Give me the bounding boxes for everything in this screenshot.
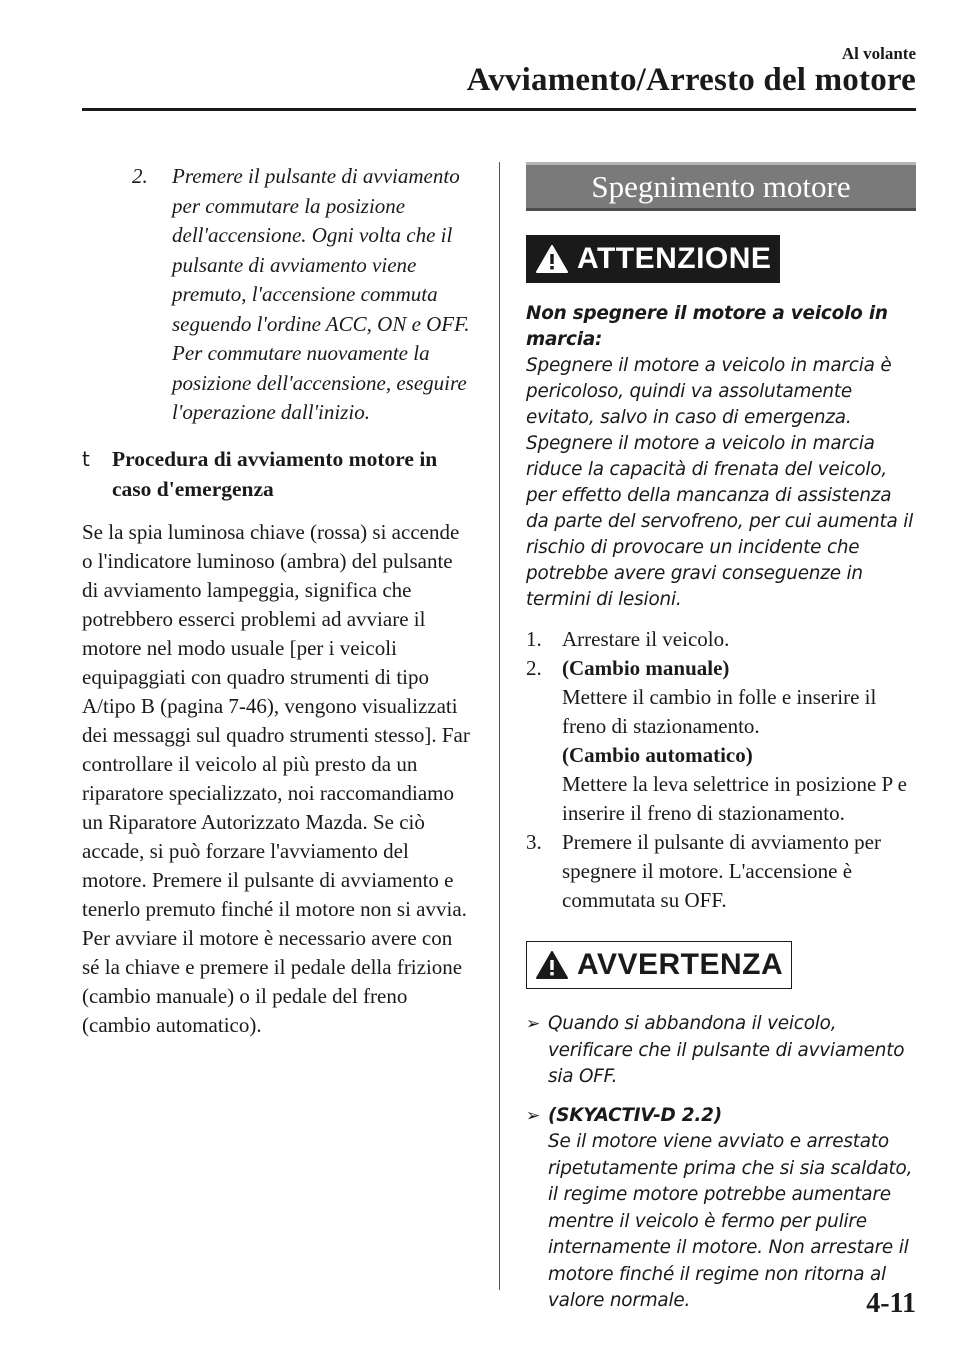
automatic-transmission-label: (Cambio automatico) bbox=[562, 743, 753, 767]
step-number: 2. bbox=[526, 656, 542, 680]
arrow-bullet-icon: ➢ bbox=[526, 1105, 541, 1126]
step-2 bbox=[526, 654, 916, 828]
notice-label-box bbox=[526, 941, 792, 989]
step-text: Premere il pulsante di avviamento per commutare la posizione dell'accensione. Ogni volta che il pulsante di avviamento viene premuto, l'accensione commuta seguendo l'ordine ACC, ON e OFF. Per commutare nuovamente la posizione dell'accensione, eseguire l'operazione dall'inizio. bbox=[172, 164, 470, 424]
shutdown-steps bbox=[526, 625, 916, 915]
right-column bbox=[526, 162, 916, 1315]
left-column bbox=[82, 162, 474, 1061]
caution-body: Spegnere il motore a veicolo in marcia è pericoloso, quindi va assolutamente evitato, salvo in caso di emergenza. Spegnere il motore a veicolo in marcia riduce la capacità di frenata del veicolo, per effetto della mancanza di assistenza da parte del servofreno, per cui aumenta il rischio di provocare un incidente che potrebbe avere gravi conseguenze in termini di lesioni. bbox=[526, 355, 914, 610]
step-number: 3. bbox=[526, 830, 542, 854]
automatic-transmission-text: Mettere la leva selettrice in posizione P e inserire il freno di stazionamento. bbox=[562, 772, 908, 825]
step-3 bbox=[526, 828, 916, 915]
step-number: 1. bbox=[526, 627, 542, 651]
emergency-start-subheading bbox=[82, 444, 474, 504]
caution-heading: Non spegnere il motore a veicolo in marcia: bbox=[526, 303, 888, 350]
header-rule bbox=[82, 108, 916, 111]
step-text: Arrestare il veicolo. bbox=[562, 627, 730, 651]
manual-transmission-text: Mettere il cambio in folle e inserire il freno di stazionamento. bbox=[562, 685, 877, 738]
warning-triangle-icon bbox=[535, 244, 569, 274]
bullet-text: Se il motore viene avviato e arrestato ripetutamente prima che si sia scaldato, il regime motore potrebbe aumentare mentre il veicolo è fermo per pulire internamente il motore. Non arrestare il motore finché il regime non ritorna al valore normale. bbox=[548, 1131, 913, 1311]
subheading-bullet-icon: t bbox=[82, 446, 90, 471]
arrow-bullet-icon: ➢ bbox=[526, 1014, 541, 1034]
column-divider bbox=[499, 162, 500, 1290]
bullet-content bbox=[548, 1103, 916, 1315]
notice-bullet-2 bbox=[526, 1103, 916, 1315]
header-title: Avviamento/Arresto del motore bbox=[466, 62, 916, 98]
header-section: Al volante bbox=[841, 44, 916, 63]
caution-label: ATTENZIONE bbox=[577, 242, 772, 275]
subheading-text: Procedura di avviamento motore in caso d'emergenza bbox=[112, 446, 438, 501]
emergency-start-body: Se la spia luminosa chiave (rossa) si accende o l'indicatore luminoso (ambra) del pulsante di avviamento lampeggia, significa che potrebbero esserci problemi ad avviare il motore nel modo usuale [per i veicoli equipaggiati con quadro strumenti di tipo A/tipo B (pagina 7-46), vengono visualizzati dei messaggi sul quadro strumenti stesso]. Far controllare il veicolo al più presto da un riparatore specializzato, noi raccomandiamo un Riparatore Autorizzato Mazda. Se ciò accade, si può forzare l'avviamento del motore. Premere il pulsante di avviamento e tenerlo premuto finché il motore non si avvia. Per avviare il motore è necessario avere con sé la chiave e premere il pedale della frizione (cambio manuale) o il pedale del freno (cambio automatico). bbox=[82, 519, 470, 1037]
step-1 bbox=[526, 625, 916, 654]
bullet-text: Quando si abbandona il veicolo, verificare che il pulsante di avviamento sia OFF. bbox=[548, 1013, 905, 1087]
step-text: Premere il pulsante di avviamento per spegnere il motore. L'accensione è commutata su OFF. bbox=[562, 830, 881, 912]
step-text bbox=[562, 654, 916, 828]
manual-transmission-label: (Cambio manuale) bbox=[562, 656, 730, 680]
caution-text bbox=[526, 301, 916, 613]
bullet-heading: (SKYACTIV-D 2.2) bbox=[548, 1104, 722, 1126]
notice-bullet-1 bbox=[526, 1011, 916, 1091]
page-number: 4-11 bbox=[866, 1288, 916, 1319]
caution-label-box bbox=[526, 235, 780, 283]
step-number: 2. bbox=[132, 164, 148, 188]
step-2-ignition bbox=[132, 162, 474, 428]
section-title-bar: Spegnimento motore bbox=[526, 162, 916, 211]
notice-label: AVVERTENZA bbox=[577, 948, 784, 981]
warning-triangle-icon bbox=[535, 950, 569, 980]
